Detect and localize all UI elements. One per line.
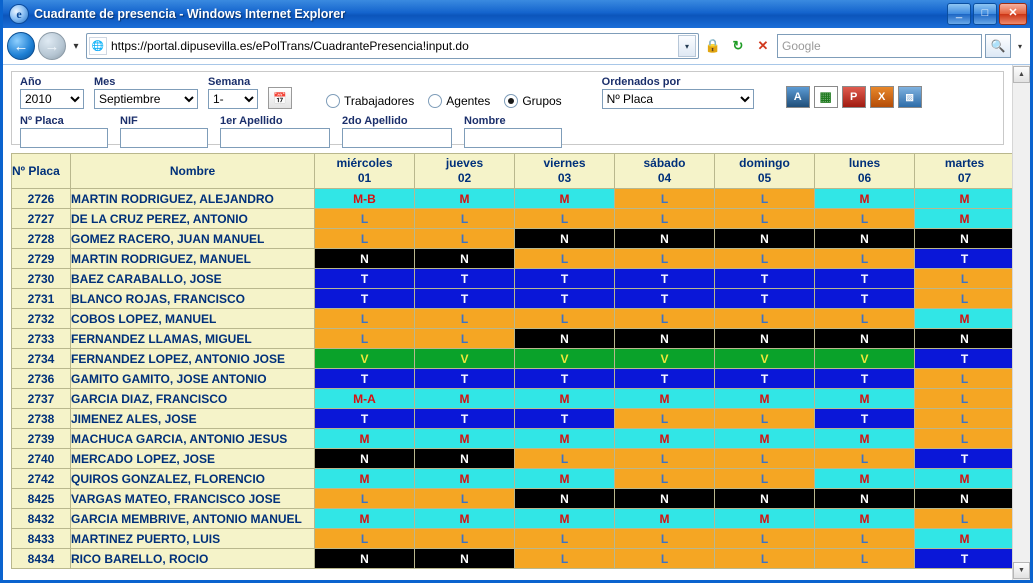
cell-shift[interactable]: T (515, 269, 615, 289)
placa-field (20, 115, 108, 148)
cell-shift[interactable]: T (715, 269, 815, 289)
cell-shift[interactable]: L (515, 549, 615, 569)
word-export-icon[interactable]: A (786, 86, 810, 108)
cell-shift[interactable]: L (615, 309, 715, 329)
cell-shift[interactable]: L (315, 309, 415, 329)
scroll-down-icon[interactable]: ▼ (1013, 562, 1030, 579)
cell-shift[interactable]: T (815, 369, 915, 389)
cell-nombre: BLANCO ROJAS, FRANCISCO (71, 289, 315, 309)
cell-shift[interactable]: L (515, 249, 615, 269)
title-bar (3, 0, 1030, 28)
nif-input[interactable] (120, 128, 208, 148)
cell-placa: 2726 (12, 189, 71, 209)
cell-shift[interactable]: L (815, 549, 915, 569)
cell-shift[interactable]: V (615, 349, 715, 369)
nif-field (120, 115, 208, 148)
cell-shift[interactable]: T (615, 369, 715, 389)
cell-shift[interactable]: M (315, 429, 415, 449)
cell-shift[interactable]: L (715, 209, 815, 229)
cell-shift[interactable]: L (915, 409, 1013, 429)
chevron-down-icon[interactable]: ▾ (678, 35, 696, 57)
cell-shift[interactable]: L (615, 449, 715, 469)
header-day-1 (415, 154, 515, 189)
cell-shift[interactable]: L (815, 209, 915, 229)
header-day-4-num: 05 (757, 171, 772, 185)
cell-shift[interactable]: N (915, 229, 1013, 249)
cell-shift[interactable]: M (615, 429, 715, 449)
cell-shift[interactable]: N (415, 249, 515, 269)
cell-shift[interactable]: N (815, 329, 915, 349)
cell-shift[interactable]: T (815, 289, 915, 309)
table-row[interactable] (12, 189, 1013, 209)
cell-nombre: GARCIA DIAZ, FRANCISCO (71, 389, 315, 409)
cell-placa: 2729 (12, 249, 71, 269)
refresh-icon[interactable]: ↻ (732, 38, 744, 53)
table-row[interactable] (12, 209, 1013, 229)
cell-shift[interactable]: T (915, 249, 1013, 269)
page-area (3, 65, 1030, 580)
table-row[interactable] (12, 309, 1013, 329)
cell-shift[interactable]: T (615, 269, 715, 289)
cell-shift[interactable]: L (515, 529, 615, 549)
cell-shift[interactable]: N (515, 229, 615, 249)
table-row[interactable] (12, 529, 1013, 549)
header-placa: Nº Placa (12, 154, 71, 189)
table-row[interactable] (12, 429, 1013, 449)
cell-placa: 8432 (12, 509, 71, 529)
cell-shift[interactable]: L (715, 529, 815, 549)
cell-nombre: GOMEZ RACERO, JUAN MANUEL (71, 229, 315, 249)
cell-shift[interactable]: M (715, 429, 815, 449)
cell-shift[interactable]: L (815, 249, 915, 269)
apellido2-field (342, 115, 452, 148)
cell-shift[interactable]: N (615, 229, 715, 249)
cell-shift[interactable]: T (915, 449, 1013, 469)
radio-label-agentes: Agentes (446, 94, 491, 108)
table-row[interactable] (12, 289, 1013, 309)
cell-placa: 2727 (12, 209, 71, 229)
apellido1-input[interactable] (220, 128, 330, 148)
cell-placa: 8425 (12, 489, 71, 509)
cell-shift[interactable]: T (615, 289, 715, 309)
cell-shift[interactable]: T (415, 409, 515, 429)
cell-shift[interactable]: L (615, 529, 715, 549)
table-row[interactable] (12, 509, 1013, 529)
cell-shift[interactable]: T (815, 269, 915, 289)
header-day-4 (715, 154, 815, 189)
internet-explorer-icon: e (9, 4, 29, 24)
cell-shift[interactable]: M (415, 389, 515, 409)
table-header-row (12, 154, 1013, 189)
schedule-table (11, 153, 1012, 569)
navigation-toolbar (3, 28, 1030, 65)
table-row[interactable] (12, 409, 1013, 429)
cell-shift[interactable]: L (615, 549, 715, 569)
cell-placa: 2736 (12, 369, 71, 389)
cell-shift[interactable]: N (415, 549, 515, 569)
cell-shift[interactable]: M (415, 469, 515, 489)
cell-shift[interactable]: L (315, 529, 415, 549)
window-title: Cuadrante de presencia - Windows Internet Explorer (34, 7, 346, 21)
pdf-export-icon[interactable]: P (842, 86, 866, 108)
lock-icon: 🔒 (704, 38, 722, 53)
cell-shift[interactable]: M-B (315, 189, 415, 209)
cell-shift[interactable]: L (915, 389, 1013, 409)
order-label: Ordenados por (601, 76, 681, 88)
cell-shift[interactable]: M (315, 509, 415, 529)
cell-shift[interactable]: L (415, 529, 515, 549)
header-day-5-name: lunes (848, 156, 881, 170)
cell-shift[interactable]: L (615, 469, 715, 489)
cell-shift[interactable]: L (715, 309, 815, 329)
placa-input[interactable] (20, 128, 108, 148)
month-field (94, 76, 198, 109)
order-select[interactable] (602, 89, 754, 109)
cell-shift[interactable]: M (715, 509, 815, 529)
cell-shift[interactable]: L (915, 289, 1013, 309)
cell-shift[interactable]: M (415, 189, 515, 209)
cell-shift[interactable]: M (815, 429, 915, 449)
cell-placa: 2733 (12, 329, 71, 349)
cell-nombre: FERNANDEZ LLAMAS, MIGUEL (71, 329, 315, 349)
cell-shift[interactable]: M (915, 309, 1013, 329)
cell-shift[interactable]: L (615, 189, 715, 209)
cell-shift[interactable]: M (815, 389, 915, 409)
cell-shift[interactable]: N (815, 489, 915, 509)
header-day-2 (515, 154, 615, 189)
year-select[interactable] (20, 89, 84, 109)
cell-placa: 2730 (12, 269, 71, 289)
header-day-2-name: viernes (543, 156, 586, 170)
radio-dot-grupos[interactable] (504, 94, 518, 108)
scroll-up-icon[interactable]: ▲ (1013, 66, 1030, 83)
apellido2-input[interactable] (342, 128, 452, 148)
placa-label: Nº Placa (20, 115, 64, 127)
radio-dot-trabajadores[interactable] (326, 94, 340, 108)
cell-shift[interactable]: L (915, 269, 1013, 289)
cell-shift[interactable]: N (815, 229, 915, 249)
radio-grupos[interactable] (504, 94, 561, 108)
cell-shift[interactable]: N (515, 329, 615, 349)
cell-shift[interactable]: M (915, 529, 1013, 549)
cell-shift[interactable]: N (915, 329, 1013, 349)
cell-shift[interactable]: V (415, 349, 515, 369)
header-day-0 (315, 154, 415, 189)
cell-shift[interactable]: M (515, 509, 615, 529)
calendar-icon[interactable]: 📅 (268, 87, 292, 109)
cell-shift[interactable]: L (315, 209, 415, 229)
week-field (208, 76, 258, 109)
table-row[interactable] (12, 329, 1013, 349)
cell-shift[interactable]: L (715, 409, 815, 429)
cell-shift[interactable]: M (515, 389, 615, 409)
cell-placa: 8434 (12, 549, 71, 569)
cell-shift[interactable]: M (515, 469, 615, 489)
cell-shift[interactable]: N (715, 329, 815, 349)
cell-nombre: GARCIA MEMBRIVE, ANTONIO MANUEL (71, 509, 315, 529)
cell-shift[interactable]: L (715, 549, 815, 569)
radio-agentes[interactable] (428, 94, 490, 108)
cell-nombre: BAEZ CARABALLO, JOSE (71, 269, 315, 289)
cell-placa: 2732 (12, 309, 71, 329)
cell-shift[interactable]: N (315, 249, 415, 269)
table-row[interactable] (12, 469, 1013, 489)
cell-shift[interactable]: T (315, 369, 415, 389)
cell-placa: 2738 (12, 409, 71, 429)
cell-shift[interactable]: V (315, 349, 415, 369)
month-select[interactable] (94, 89, 198, 109)
back-icon[interactable]: ← (7, 32, 35, 60)
header-day-3-num: 04 (657, 171, 672, 185)
export-toolbar (786, 86, 922, 109)
cell-placa: 2728 (12, 229, 71, 249)
cell-shift[interactable]: V (815, 349, 915, 369)
cell-nombre: MARTIN RODRIGUEZ, ALEJANDRO (71, 189, 315, 209)
excel-export-icon[interactable]: X (870, 86, 894, 108)
table-row[interactable] (12, 449, 1013, 469)
cell-nombre: MARTIN RODRIGUEZ, MANUEL (71, 249, 315, 269)
cell-shift[interactable]: L (915, 509, 1013, 529)
cell-shift[interactable]: M (615, 509, 715, 529)
nombre-label: Nombre (464, 115, 506, 127)
header-day-0-name: miércoles (336, 156, 393, 170)
filter-panel (11, 71, 1004, 145)
cell-placa: 2739 (12, 429, 71, 449)
cell-shift[interactable]: L (315, 489, 415, 509)
radio-label-grupos: Grupos (522, 94, 562, 108)
header-day-3-name: sábado (643, 156, 686, 170)
search-icon[interactable]: 🔍 (985, 34, 1011, 58)
window-controls (947, 3, 1027, 25)
header-nombre: Nombre (71, 154, 315, 189)
table-row[interactable] (12, 389, 1013, 409)
cell-shift[interactable]: L (715, 469, 815, 489)
cell-placa: 2740 (12, 449, 71, 469)
image-export-icon[interactable]: ▨ (898, 86, 922, 108)
cell-shift[interactable]: N (915, 489, 1013, 509)
cell-shift[interactable]: N (715, 489, 815, 509)
globe-icon: 🌐 (89, 37, 107, 55)
cell-nombre: COBOS LOPEZ, MANUEL (71, 309, 315, 329)
header-day-6 (915, 154, 1013, 189)
cell-nombre: RICO BARELLO, ROCIO (71, 549, 315, 569)
table-row[interactable] (12, 349, 1013, 369)
cell-shift[interactable]: T (315, 289, 415, 309)
address-input[interactable]: https://portal.dipusevilla.es/ePolTrans/CuadrantePresencia!input.do (111, 39, 469, 53)
cell-shift[interactable]: L (915, 429, 1013, 449)
cell-shift[interactable]: L (615, 249, 715, 269)
cell-nombre: FERNANDEZ LOPEZ, ANTONIO JOSE (71, 349, 315, 369)
nif-label: NIF (120, 115, 138, 127)
year-label: Año (20, 76, 42, 88)
cell-placa: 2742 (12, 469, 71, 489)
cell-shift[interactable]: V (515, 349, 615, 369)
cell-shift[interactable]: T (715, 289, 815, 309)
cell-shift[interactable]: L (515, 209, 615, 229)
cell-shift[interactable]: N (315, 549, 415, 569)
cell-shift[interactable]: L (815, 309, 915, 329)
week-label: Semana (208, 76, 251, 88)
minimize-button[interactable]: _ (947, 3, 971, 25)
header-day-6-num: 07 (957, 171, 972, 185)
vertical-scrollbar[interactable] (1012, 65, 1030, 580)
month-label: Mes (94, 76, 116, 88)
cell-shift[interactable]: L (715, 449, 815, 469)
cell-shift[interactable]: T (315, 269, 415, 289)
address-bar[interactable] (86, 33, 699, 59)
cell-shift[interactable]: T (915, 549, 1013, 569)
header-day-5 (815, 154, 915, 189)
search-input[interactable]: Google (777, 34, 982, 58)
cell-placa: 2731 (12, 289, 71, 309)
stop-icon[interactable]: ✕ (757, 38, 769, 53)
cell-shift[interactable]: L (715, 189, 815, 209)
cell-shift[interactable]: M (815, 189, 915, 209)
cell-shift[interactable]: L (715, 249, 815, 269)
cell-shift[interactable]: L (315, 229, 415, 249)
cell-shift[interactable]: T (815, 409, 915, 429)
cell-shift[interactable]: L (615, 209, 715, 229)
cell-placa: 2734 (12, 349, 71, 369)
cell-nombre: VARGAS MATEO, FRANCISCO JOSE (71, 489, 315, 509)
cell-shift[interactable]: T (515, 369, 615, 389)
cell-shift[interactable]: V (715, 349, 815, 369)
cell-shift[interactable]: L (515, 449, 615, 469)
cell-shift[interactable]: L (515, 309, 615, 329)
cell-shift[interactable]: L (815, 449, 915, 469)
cell-shift[interactable]: M (315, 469, 415, 489)
cell-shift[interactable]: M (815, 509, 915, 529)
cell-nombre: MACHUCA GARCIA, ANTONIO JESUS (71, 429, 315, 449)
table-row[interactable] (12, 369, 1013, 389)
cell-shift[interactable]: N (515, 489, 615, 509)
nombre-input[interactable] (464, 128, 562, 148)
cell-shift[interactable]: M (415, 509, 515, 529)
cell-shift[interactable]: L (915, 369, 1013, 389)
history-dropdown-icon[interactable]: ▾ (73, 40, 79, 52)
cell-nombre: MARTINEZ PUERTO, LUIS (71, 529, 315, 549)
grid-export-icon[interactable]: ▦ (814, 86, 838, 108)
header-day-2-num: 03 (557, 171, 572, 185)
cell-shift[interactable]: T (415, 269, 515, 289)
cell-placa: 8433 (12, 529, 71, 549)
table-row[interactable] (12, 269, 1013, 289)
radio-dot-agentes[interactable] (428, 94, 442, 108)
cell-shift[interactable]: T (515, 289, 615, 309)
cell-nombre: DE LA CRUZ PEREZ, ANTONIO (71, 209, 315, 229)
search-provider-chevron-icon[interactable]: ▾ (1017, 41, 1022, 51)
close-button[interactable]: ✕ (999, 3, 1027, 25)
cell-shift[interactable]: M (715, 389, 815, 409)
cell-shift[interactable]: T (515, 409, 615, 429)
cell-shift[interactable]: M-A (315, 389, 415, 409)
cell-shift[interactable]: M (415, 429, 515, 449)
header-day-6-name: martes (944, 156, 985, 170)
cell-shift[interactable]: M (815, 469, 915, 489)
year-field (20, 76, 84, 109)
cell-shift[interactable]: L (415, 229, 515, 249)
header-day-1-num: 02 (457, 171, 472, 185)
cell-shift[interactable]: N (715, 229, 815, 249)
cell-shift[interactable]: M (915, 209, 1013, 229)
cell-shift[interactable]: T (415, 289, 515, 309)
forward-icon[interactable]: → (38, 32, 66, 60)
header-day-4-name: domingo (739, 156, 790, 170)
cell-shift[interactable]: N (415, 449, 515, 469)
radio-trabajadores[interactable] (326, 94, 414, 108)
apellido1-label: 1er Apellido (220, 115, 283, 127)
header-day-0-num: 01 (357, 171, 372, 185)
cell-shift[interactable]: N (315, 449, 415, 469)
scope-radio-group (326, 94, 562, 109)
schedule-table-wrapper (11, 153, 1004, 569)
cell-shift[interactable]: M (515, 189, 615, 209)
cell-placa: 2737 (12, 389, 71, 409)
cell-shift[interactable]: T (915, 349, 1013, 369)
cell-shift[interactable]: N (615, 489, 715, 509)
order-field (602, 76, 754, 109)
cell-nombre: JIMENEZ ALES, JOSE (71, 409, 315, 429)
cell-shift[interactable]: M (915, 189, 1013, 209)
cell-shift[interactable]: L (415, 489, 515, 509)
week-select[interactable] (208, 89, 258, 109)
cell-nombre: QUIROS GONZALEZ, FLORENCIO (71, 469, 315, 489)
cell-shift[interactable]: L (415, 329, 515, 349)
table-row[interactable] (12, 549, 1013, 569)
maximize-button[interactable]: □ (973, 3, 997, 25)
cell-nombre: MERCADO LOPEZ, JOSE (71, 449, 315, 469)
cell-shift[interactable]: N (615, 329, 715, 349)
cell-shift[interactable]: M (515, 429, 615, 449)
cell-shift[interactable]: M (915, 469, 1013, 489)
cell-shift[interactable]: T (715, 369, 815, 389)
table-row[interactable] (12, 489, 1013, 509)
cell-shift[interactable]: T (415, 369, 515, 389)
table-body (12, 189, 1013, 569)
nombre-field (464, 115, 562, 148)
cell-shift[interactable]: M (615, 389, 715, 409)
page-content (3, 65, 1012, 580)
cell-shift[interactable]: T (315, 409, 415, 429)
cell-shift[interactable]: L (415, 209, 515, 229)
apellido1-field (220, 115, 330, 148)
cell-nombre: GAMITO GAMITO, JOSE ANTONIO (71, 369, 315, 389)
radio-label-trabajadores: Trabajadores (344, 94, 415, 108)
apellido2-label: 2do Apellido (342, 115, 408, 127)
table-row[interactable] (12, 249, 1013, 269)
cell-shift[interactable]: L (815, 529, 915, 549)
cell-shift[interactable]: L (315, 329, 415, 349)
header-day-3 (615, 154, 715, 189)
header-day-1-name: jueves (445, 156, 484, 170)
cell-shift[interactable]: L (615, 409, 715, 429)
header-day-5-num: 06 (857, 171, 872, 185)
cell-shift[interactable]: L (415, 309, 515, 329)
table-row[interactable] (12, 229, 1013, 249)
